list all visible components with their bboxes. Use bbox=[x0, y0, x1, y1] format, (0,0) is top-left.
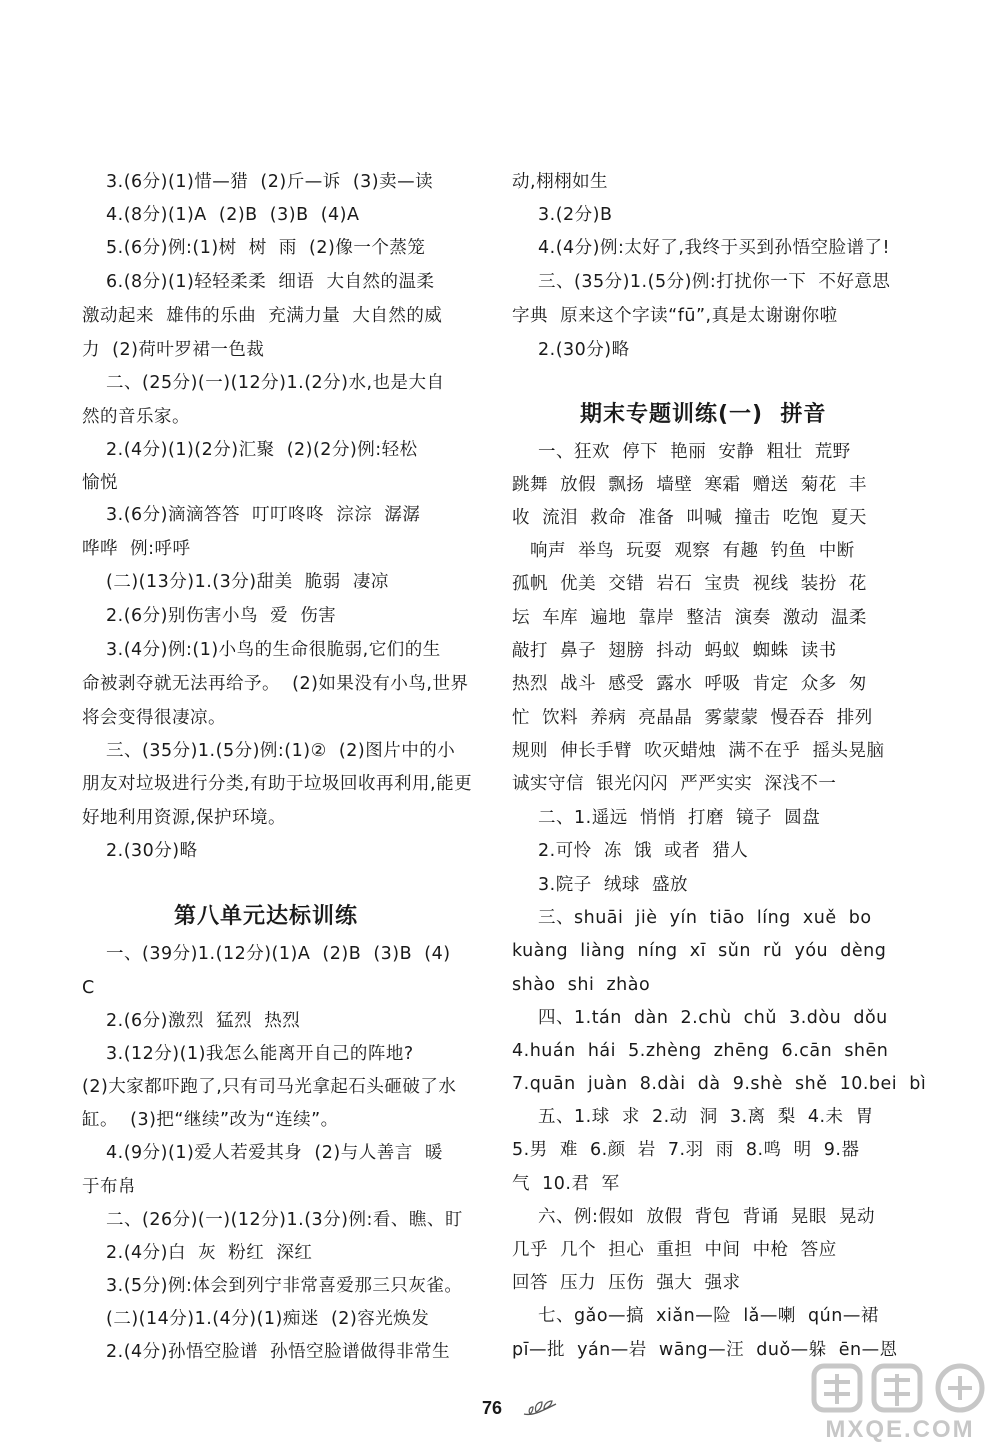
text-line: 激动起来 雄伟的乐曲 充满力量 大自然的威 bbox=[82, 306, 443, 326]
text-line: shào shi zhào bbox=[512, 975, 651, 995]
text-line: 5.(6分)例:(1)树 树 雨 (2)像一个蒸笼 bbox=[106, 238, 426, 258]
text-line: (2)大家都吓跑了,只有司马光拿起石头砸破了水 bbox=[82, 1077, 457, 1097]
text-line: 一、狂欢 停下 艳丽 安静 粗壮 荒野 bbox=[538, 442, 851, 462]
text-line: 7.quān juàn 8.dài dà 9.shè shě 10.bei bì bbox=[512, 1074, 927, 1094]
text-line: 忙 饮料 养病 亮晶晶 雾蒙蒙 慢吞吞 排列 bbox=[512, 708, 873, 728]
text-line: 六、例:假如 放假 背包 背诵 晃眼 晃动 bbox=[538, 1207, 876, 1227]
text-line: 3.(2分)B bbox=[538, 205, 613, 225]
text-line: 朋友对垃圾进行分类,有助于垃圾回收再利用,能更 bbox=[82, 774, 473, 794]
text-line: 规则 伸长手臂 吹灭蜡烛 满不在乎 摇头晃脑 bbox=[512, 741, 885, 761]
text-line: 三、(35分)1.(5分)例:(1)② (2)图片中的小 bbox=[106, 741, 456, 761]
text-line: 3.(6分)(1)惜—猎 (2)斤—诉 (3)卖—读 bbox=[106, 172, 434, 192]
text-line: 热烈 战斗 感受 露水 呼吸 肯定 众多 匆 bbox=[512, 674, 867, 694]
text-line: 二、1.遥远 悄悄 打磨 镜子 圆盘 bbox=[538, 808, 821, 828]
text-line: 4.huán hái 5.zhèng zhēng 6.cān shēn bbox=[512, 1041, 889, 1061]
text-line: 几乎 几个 担心 重担 中间 中枪 答应 bbox=[512, 1240, 837, 1260]
text-line: 动,栩栩如生 bbox=[512, 172, 609, 192]
text-line: 敲打 鼻子 翅膀 抖动 蚂蚁 蜘蛛 读书 bbox=[512, 641, 837, 661]
text-line: 命被剥夺就无法再给予。 (2)如果没有小鸟,世界 bbox=[82, 674, 469, 694]
watermark-text: MXQE.COM bbox=[825, 1416, 975, 1443]
leaf-ornament-icon bbox=[522, 1398, 558, 1424]
page-number: 76 bbox=[482, 1398, 503, 1418]
text-line: 2.(4分)(1)(2分)汇聚 (2)(2分)例:轻松 bbox=[106, 440, 418, 460]
text-line: 跳舞 放假 飘扬 墙壁 寒霜 赠送 菊花 丰 bbox=[512, 475, 867, 495]
text-line: 2.可怜 冻 饿 或者 猎人 bbox=[538, 841, 749, 861]
text-line: 二、(25分)(一)(12分)1.(2分)水,也是大自 bbox=[106, 373, 445, 393]
text-line: pī—批 yán—岩 wāng—汪 duǒ—躲 ēn—恩 bbox=[512, 1340, 898, 1360]
text-line: 五、1.球 求 2.动 洞 3.离 梨 4.未 胃 bbox=[538, 1107, 874, 1127]
text-line: 字典 原来这个字读“fū”,真是太谢谢你啦 bbox=[512, 306, 838, 326]
text-line: 孤帆 优美 交错 岩石 宝贵 视线 装扮 花 bbox=[512, 574, 867, 594]
text-line: 诚实守信 银光闪闪 严严实实 深浅不一 bbox=[512, 774, 837, 794]
text-line: 2.(4分)孙悟空脸谱 孙悟空脸谱做得非常生 bbox=[106, 1342, 451, 1362]
text-line: 愉悦 bbox=[82, 473, 118, 493]
text-line: 响声 举鸟 玩耍 观察 有趣 钓鱼 中断 bbox=[530, 541, 855, 561]
text-line: 收 流泪 救命 准备 叫喊 撞击 吃饱 夏天 bbox=[512, 508, 867, 528]
text-line: 七、gǎo—搞 xiǎn—险 lǎ—喇 qún—裙 bbox=[538, 1306, 879, 1326]
watermark-logo bbox=[808, 1360, 992, 1446]
text-line: 三、shuāi jiè yín tiāo líng xuě bo bbox=[538, 908, 872, 928]
text-line: 力 (2)荷叶罗裙一色裁 bbox=[82, 340, 265, 360]
section-heading: 期末专题训练(一) 拼音 bbox=[580, 402, 827, 427]
text-line: 4.(8分)(1)A (2)B (3)B (4)A bbox=[106, 205, 360, 225]
text-line: 2.(6分)激烈 猛烈 热烈 bbox=[106, 1011, 301, 1031]
text-line: 3.(12分)(1)我怎么能离开自己的阵地? bbox=[106, 1044, 414, 1064]
text-line: C bbox=[82, 978, 95, 998]
text-line: 2.(6分)别伤害小鸟 爱 伤害 bbox=[106, 606, 337, 626]
text-line: 将会变得很凄凉。 bbox=[82, 708, 226, 728]
text-line: 2.(30分)略 bbox=[106, 841, 198, 861]
text-line: 好地利用资源,保护环境。 bbox=[82, 808, 287, 828]
text-line: 4.(4分)例:太好了,我终于买到孙悟空脸谱了! bbox=[538, 238, 890, 258]
text-line: 3.(6分)滴滴答答 叮叮咚咚 淙淙 潺潺 bbox=[106, 505, 421, 525]
text-line: kuàng liàng níng xī sǔn rǔ yóu dèng bbox=[512, 941, 887, 961]
text-line: 于布帛 bbox=[82, 1177, 136, 1197]
text-line: 2.(4分)白 灰 粉红 深红 bbox=[106, 1243, 313, 1263]
text-line: 回答 压力 压伤 强大 强求 bbox=[512, 1273, 741, 1293]
text-line: 一、(39分)1.(12分)(1)A (2)B (3)B (4) bbox=[106, 944, 451, 964]
text-line: 四、1.tán dàn 2.chù chǔ 3.dòu dǒu bbox=[538, 1008, 888, 1028]
text-line: 3.院子 绒球 盛放 bbox=[538, 875, 688, 895]
section-heading: 第八单元达标训练 bbox=[174, 904, 359, 929]
text-line: 5.男 难 6.颜 岩 7.羽 雨 8.鸣 明 9.器 bbox=[512, 1140, 860, 1160]
text-line: 3.(4分)例:(1)小鸟的生命很脆弱,它们的生 bbox=[106, 640, 441, 660]
text-line: 3.(5分)例:体会到列宁非常喜爱那三只灰雀。 bbox=[106, 1276, 463, 1296]
text-line: 三、(35分)1.(5分)例:打扰你一下 不好意思 bbox=[538, 272, 891, 292]
text-line: 缸。 (3)把“继续”改为“连续”。 bbox=[82, 1110, 339, 1130]
text-line: 气 10.君 军 bbox=[512, 1174, 620, 1194]
text-line: 然的音乐家。 bbox=[82, 407, 190, 427]
text-line: 坛 车库 遍地 靠岸 整洁 演奏 激动 温柔 bbox=[512, 608, 867, 628]
text-line: 二、(26分)(一)(12分)1.(3分)例:看、瞧、盯 bbox=[106, 1210, 463, 1230]
text-line: 6.(8分)(1)轻轻柔柔 细语 大自然的温柔 bbox=[106, 272, 435, 292]
text-line: 4.(9分)(1)爱人若爱其身 (2)与人善言 暖 bbox=[106, 1143, 443, 1163]
text-line: 2.(30分)略 bbox=[538, 340, 630, 360]
text-line: 哗哗 例:呼呼 bbox=[82, 539, 191, 559]
text-line: (二)(13分)1.(3分)甜美 脆弱 凄凉 bbox=[106, 572, 389, 592]
text-line: (二)(14分)1.(4分)(1)痴迷 (2)容光焕发 bbox=[106, 1309, 430, 1329]
